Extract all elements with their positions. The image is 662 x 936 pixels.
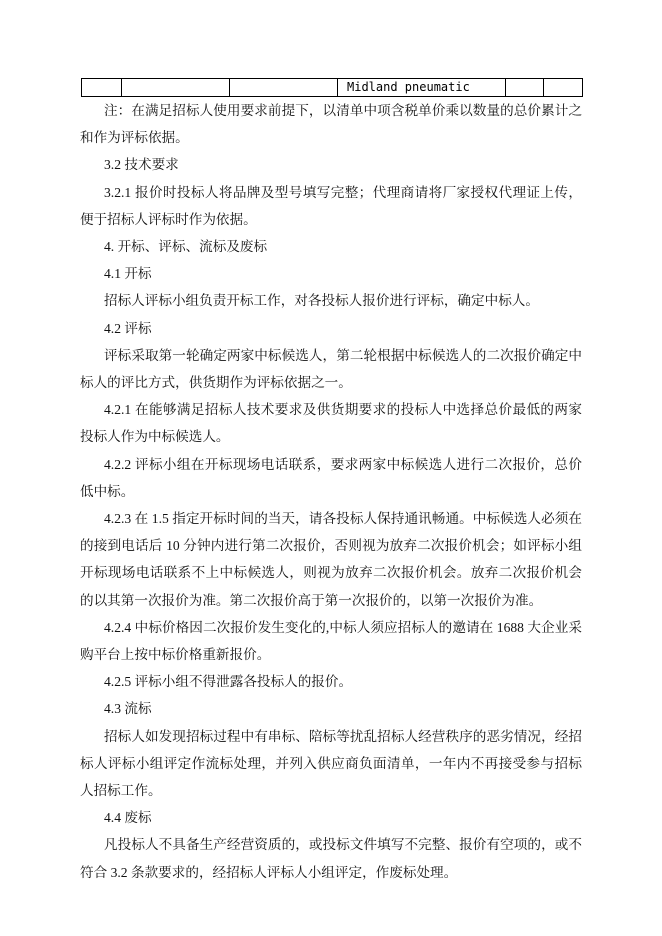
table-cell xyxy=(506,79,544,97)
heading-4-3: 4.3 流标 xyxy=(104,701,152,717)
heading-4: 4. 开标、评标、流标及废标 xyxy=(104,239,268,255)
heading-4-1: 4.1 开标 xyxy=(104,266,152,282)
heading-3-2: 3.2 技术要求 xyxy=(104,157,179,173)
para-4-1-body: 招标人评标小组负责开标工作，对各投标人报价进行评标，确定中标人。 xyxy=(104,293,539,309)
document-body xyxy=(80,97,582,886)
table-cell xyxy=(230,79,338,97)
heading-4-4: 4.4 废标 xyxy=(104,810,152,826)
para-4-2-2: 4.2.2 评标小组在开标现场电话联系，要求两家中标候选人进行二次报价，总价低中标。 xyxy=(80,456,582,499)
table-cell xyxy=(122,79,230,97)
table-cell xyxy=(82,79,122,97)
paragraph-note: 注：在满足招标人使用要求前提下，以清单中项含税单价乘以数量的总价累计之和作为评标依据。 xyxy=(80,103,582,146)
para-4-2-5: 4.2.5 评标小组不得泄露各投标人的报价。 xyxy=(104,674,353,690)
para-4-4-body: 凡投标人不具备生产经营资质的，或投标文件填写不完整、报价有空项的，或不符合 3.2 条款要求的，经招标人评标人小组评定，作废标处理。 xyxy=(80,837,582,880)
para-4-2-1: 4.2.1 在能够满足招标人技术要求及供货期要求的投标人中选择总价最低的两家投标人作为中标候选人。 xyxy=(80,402,582,445)
spec-table-fragment xyxy=(81,78,583,97)
table-row xyxy=(82,79,583,97)
para-4-2-3: 4.2.3 在 1.5 指定开标时间的当天，请各投标人保持通讯畅通。中标候选人必须在的接到电话后 10 分钟内进行第二次报价，否则视为放弃二次报价机会；如评标小组开标现场电话联系不上中标候选人，则视为放弃二次报价机会。放弃二次报价机会的以其第一次报价为准。第二次报价高于第一次报价的，以第一次报价为准。 xyxy=(80,511,582,608)
para-4-3-body: 招标人如发现招标过程中有串标、陪标等扰乱招标人经营秩序的恶劣情况，经招标人评标小组评定作流标处理，并列入供应商负面清单，一年内不再接受参与招标人招标工作。 xyxy=(80,728,582,799)
heading-4-2: 4.2 评标 xyxy=(104,320,152,336)
table-cell-brand: Midland pneumatic xyxy=(338,79,506,97)
para-3-2-1: 3.2.1 报价时投标人将品牌及型号填写完整；代理商请将厂家授权代理证上传，便于招标人评标时作为依据。 xyxy=(80,184,582,227)
para-4-2-intro: 评标采取第一轮确定两家中标候选人，第二轮根据中标候选人的二次报价确定中标人的评比方式，供货期作为评标依据之一。 xyxy=(80,347,582,391)
para-4-2-4: 4.2.4 中标价格因二次报价发生变化的,中标人须应招标人的邀请在 1688 大企业采购平台上按中标价格重新报价。 xyxy=(80,619,582,663)
table-cell xyxy=(544,79,583,97)
